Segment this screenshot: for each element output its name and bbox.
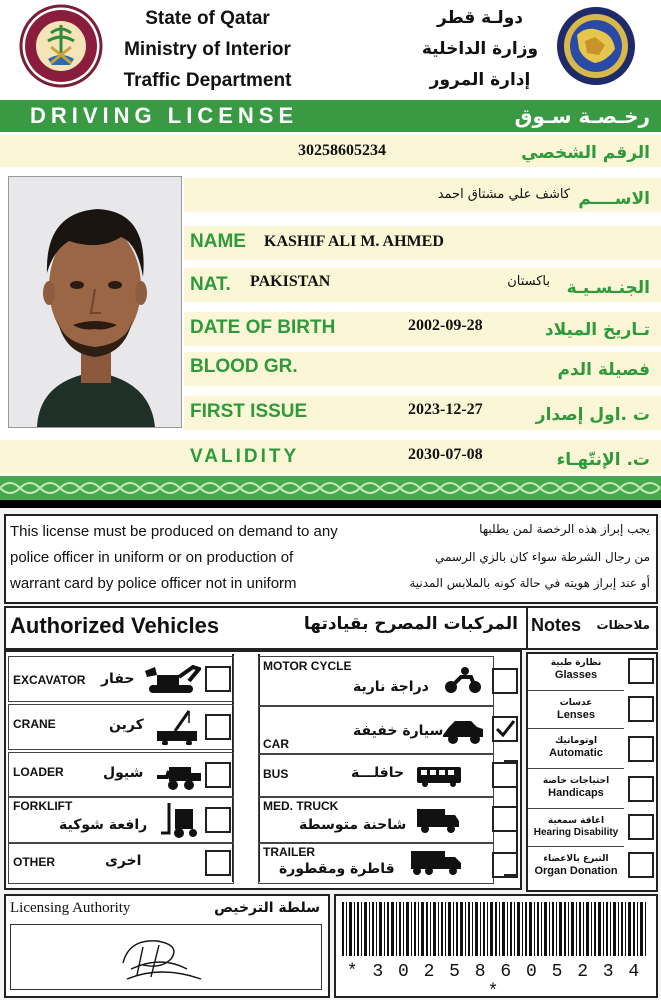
nationality-label: NAT. <box>190 274 231 295</box>
authorized-title-ar: المركبات المصرح بقيادتها <box>303 614 518 634</box>
checkbox-car[interactable] <box>492 716 518 742</box>
excavator-icon <box>143 665 201 695</box>
vehicle-row-bus <box>258 754 494 798</box>
personal-no-label-ar: الرقم الشخصي <box>521 143 650 163</box>
loader-icon <box>155 759 203 791</box>
nationality-ar-label: الجنـسـيـة <box>566 278 650 298</box>
qatar-emblem-icon <box>18 3 104 89</box>
notice-ar-3: أو عند إبراز هويته في حالة كونه بالملابس المدنية <box>409 576 650 590</box>
note-label-ar: اعاقة سمعية <box>547 816 605 826</box>
checkbox-organ-donation[interactable] <box>628 852 654 878</box>
vehicle-label-ar: حافلـــة <box>351 765 405 781</box>
notice-en-1: This license must be produced on demand to any <box>10 523 338 540</box>
dob-label: DATE OF BIRTH <box>190 317 336 338</box>
vehicle-row-trailer <box>258 842 494 884</box>
note-row-hearing <box>528 812 624 847</box>
vehicle-row-motorcycle <box>258 656 494 706</box>
car-icon <box>441 717 485 745</box>
vehicle-label-ar: سيارة خفيفة <box>353 723 444 739</box>
note-label-en: Glasses <box>554 669 598 681</box>
decorative-pattern <box>0 476 661 500</box>
blood-ar-label: فصيلة الدم <box>557 360 650 380</box>
note-row-glasses <box>528 656 624 691</box>
vehicle-label-en: OTHER <box>13 855 55 869</box>
checkbox-motorcycle[interactable] <box>492 668 518 694</box>
state-en: State of Qatar <box>145 8 270 29</box>
barcode-icon <box>340 902 648 956</box>
vehicle-label-ar: اخرى <box>105 853 142 869</box>
note-label-ar: اوتوماتيك <box>554 736 598 746</box>
barcode-text: * 3 0 2 5 8 6 0 5 2 3 4 * <box>346 962 642 1002</box>
vehicle-label-en: CAR <box>263 737 289 751</box>
truck-icon <box>415 807 461 835</box>
note-label-en: Organ Donation <box>534 865 618 877</box>
signature-icon <box>11 925 321 989</box>
title-ar: رخـصـة سـوق <box>514 104 650 128</box>
name-ar-value: كاشف علي مشتاق احمد <box>437 187 570 202</box>
blood-label: BLOOD GR. <box>190 356 298 377</box>
notice-ar-1: يجب إبراز هذه الرخصة لمن يطلبها <box>479 522 650 536</box>
first-issue-ar-label: ت .اول إصدار <box>535 405 650 425</box>
vehicle-label-en: BUS <box>263 767 289 781</box>
crane-icon <box>155 709 199 745</box>
card-separator <box>0 500 661 508</box>
note-label-en: Hearing Disability <box>533 827 619 838</box>
ministry-ar: وزارة الداخلية <box>421 39 539 59</box>
note-label-ar: احتياجات خاصة <box>542 776 610 786</box>
vehicle-row-crane <box>8 704 234 750</box>
vehicle-label-ar: رافعة شوكية <box>59 817 148 833</box>
note-label-en: Handicaps <box>548 787 604 799</box>
name-value: KASHIF ALI M. AHMED <box>264 233 444 250</box>
vehicle-label-en: FORKLIFT <box>13 799 73 813</box>
checkbox-automatic[interactable] <box>628 736 654 762</box>
license-front <box>0 0 661 500</box>
note-label-en: Lenses <box>557 709 595 721</box>
note-row-automatic <box>528 732 624 769</box>
vehicle-label-en: CRANE <box>13 717 56 731</box>
note-label-en: Automatic <box>549 747 603 759</box>
checkbox-loader[interactable] <box>205 762 231 788</box>
motorcycle-icon <box>443 665 483 695</box>
notes-title-ar: ملاحظات <box>596 618 650 632</box>
vehicle-row-loader <box>8 752 234 798</box>
authorized-title-en: Authorized Vehicles <box>10 613 220 638</box>
first-issue-label: FIRST ISSUE <box>190 401 308 422</box>
nationality-value: PAKISTAN <box>250 273 331 290</box>
first-issue-value: 2023-12-27 <box>408 401 483 418</box>
notice-en-2: police officer in uniform or on production of <box>10 549 294 566</box>
nationality-ar-value: باكستان <box>507 274 550 289</box>
vehicle-row-med-truck <box>258 796 494 844</box>
trailer-icon <box>409 849 463 877</box>
vehicle-row-car <box>258 706 494 754</box>
checkbox-crane[interactable] <box>205 714 231 740</box>
checkbox-handicaps[interactable] <box>628 776 654 802</box>
checkbox-other[interactable] <box>205 850 231 876</box>
ministry-en: Ministry of Interior <box>124 39 291 60</box>
notes-bracket <box>504 760 518 876</box>
validity-ar-label: ت. الإنتّهـاء <box>556 450 650 470</box>
vehicle-row-excavator <box>8 656 234 702</box>
note-row-handicaps <box>528 772 624 809</box>
vehicle-label-en: MED. TRUCK <box>263 799 339 813</box>
checkbox-glasses[interactable] <box>628 658 654 684</box>
dob-value: 2002-09-28 <box>408 317 483 334</box>
vehicle-label-ar: حفار <box>101 671 135 687</box>
vehicle-label-ar: شيول <box>103 765 144 781</box>
holder-photo-illustration <box>9 177 181 427</box>
vehicle-label-en: LOADER <box>13 765 64 779</box>
checkbox-forklift[interactable] <box>205 807 231 833</box>
note-row-organ-donation <box>528 850 624 884</box>
notice-en-3: warrant card by police officer not in uniform <box>10 575 297 592</box>
notes-title-en: Notes <box>531 615 582 635</box>
bus-icon <box>415 765 463 789</box>
state-ar: دولـة قطر <box>437 8 523 28</box>
department-ar: إدارة المرور <box>429 70 531 90</box>
vehicle-label-ar: شاحنة متوسطة <box>299 817 407 833</box>
authority-label-en: Licensing Authority <box>10 900 131 916</box>
department-en: Traffic Department <box>123 70 292 91</box>
vehicle-label-en: TRAILER <box>263 845 315 859</box>
checkmark-icon <box>494 718 516 740</box>
vehicle-label-en: MOTOR CYCLE <box>263 659 352 673</box>
vehicle-label-ar: قاطرة ومقطورة <box>279 861 395 877</box>
notice-ar-2: من رجال الشرطة سواء كان بالزي الرسمي <box>434 550 650 564</box>
note-label-ar: عدسات <box>559 698 593 708</box>
holder-photo <box>8 176 182 428</box>
vehicles-divider <box>232 654 260 882</box>
authority-label-ar: سلطة الترخيص <box>214 900 320 916</box>
name-ar-label: الاســــم <box>578 189 650 209</box>
vehicle-label-ar: دراجة نارية <box>353 679 429 695</box>
validity-value: 2030-07-08 <box>408 446 483 463</box>
vehicle-row-other <box>8 842 234 884</box>
personal-no-value: 30258605234 <box>298 142 386 159</box>
vehicle-label-en: EXCAVATOR <box>13 673 86 687</box>
note-label-ar: التبرع بالاعضاء <box>543 854 609 864</box>
gcc-emblem-icon <box>555 5 637 87</box>
checkbox-hearing-disability[interactable] <box>628 814 654 840</box>
title-en: DRIVING LICENSE <box>30 103 299 128</box>
name-label: NAME <box>190 231 246 252</box>
signature-area <box>10 924 322 990</box>
dob-ar-label: تـاريخ الميلاد <box>544 320 650 340</box>
vehicle-row-forklift <box>8 796 234 844</box>
vehicle-label-ar: كرين <box>109 717 144 733</box>
note-row-lenses <box>528 694 624 729</box>
forklift-icon <box>159 801 203 839</box>
note-label-ar: نظارة طبية <box>550 658 602 668</box>
checkbox-lenses[interactable] <box>628 696 654 722</box>
checkbox-excavator[interactable] <box>205 666 231 692</box>
validity-label: VALIDITY <box>190 446 300 467</box>
